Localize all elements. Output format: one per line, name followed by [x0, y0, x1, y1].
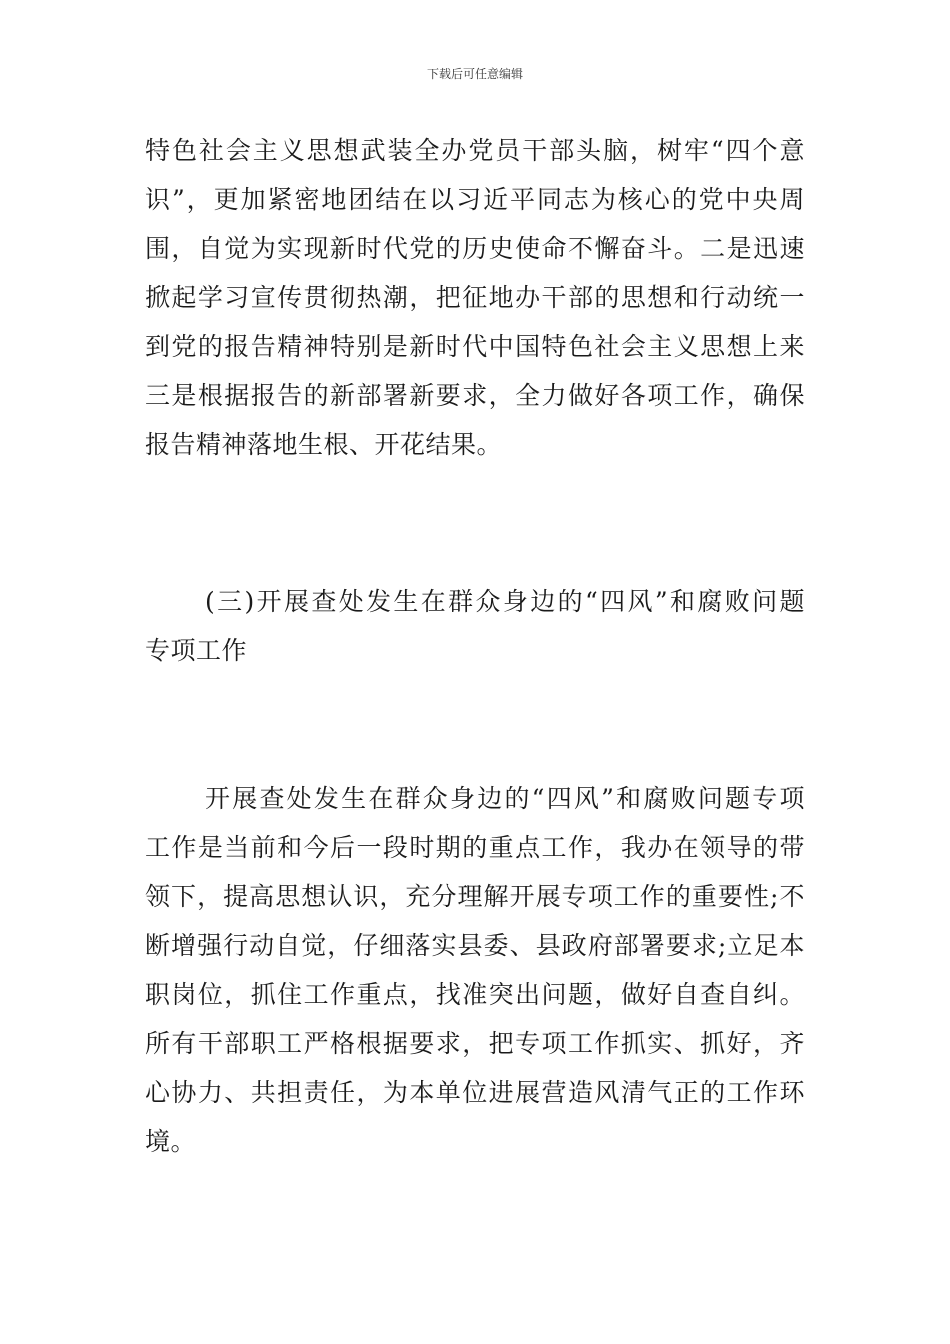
text-line: 断增强行动自觉，仔细落实县委、县政府部署要求;立足本 [145, 931, 805, 960]
text-line: 特色社会主义思想武装全办党员干部头脑，树牢“四个意 [145, 136, 805, 165]
text-line: 掀起学习宣传贯彻热潮，把征地办干部的思想和行动统一 [145, 283, 805, 312]
text-line: 三是根据报告的新部署新要求，全力做好各项工作，确保 [145, 381, 805, 410]
text-line: 领下，提高思想认识，充分理解开展专项工作的重要性;不 [145, 882, 805, 911]
body-paragraph-2 [145, 774, 805, 1166]
text-line: 报告精神落地生根、开花结果。 [145, 430, 503, 459]
text-line: 围，自觉为实现新时代党的历史使命不懈奋斗。二是迅速 [145, 234, 805, 263]
text-line: 开展查处发生在群众身边的“四风”和腐败问题专项 [205, 784, 805, 813]
text-line: 工作是当前和今后一段时期的重点工作，我办在领导的带 [145, 833, 805, 862]
body-paragraph-1 [145, 126, 805, 469]
heading-line: (三)开展查处发生在群众身边的“四风”和腐败问题 [205, 587, 805, 616]
text-line: 识”，更加紧密地团结在以习近平同志为核心的党中央周 [145, 185, 805, 214]
text-line: 职岗位，抓住工作重点，找准突出问题，做好自查自纠。 [145, 980, 805, 1009]
text-line: 所有干部职工严格根据要求，把专项工作抓实、抓好，齐 [145, 1029, 805, 1058]
page-header: 下载后可任意编辑 [426, 67, 523, 81]
text-line: 境。 [145, 1127, 197, 1156]
text-line: 心协力、共担责任，为本单位进展营造风清气正的工作环 [145, 1078, 805, 1107]
text-line: 到党的报告精神特别是新时代中国特色社会主义思想上来 [145, 332, 805, 361]
heading-line: 专项工作 [145, 636, 248, 665]
section-heading [145, 577, 805, 675]
